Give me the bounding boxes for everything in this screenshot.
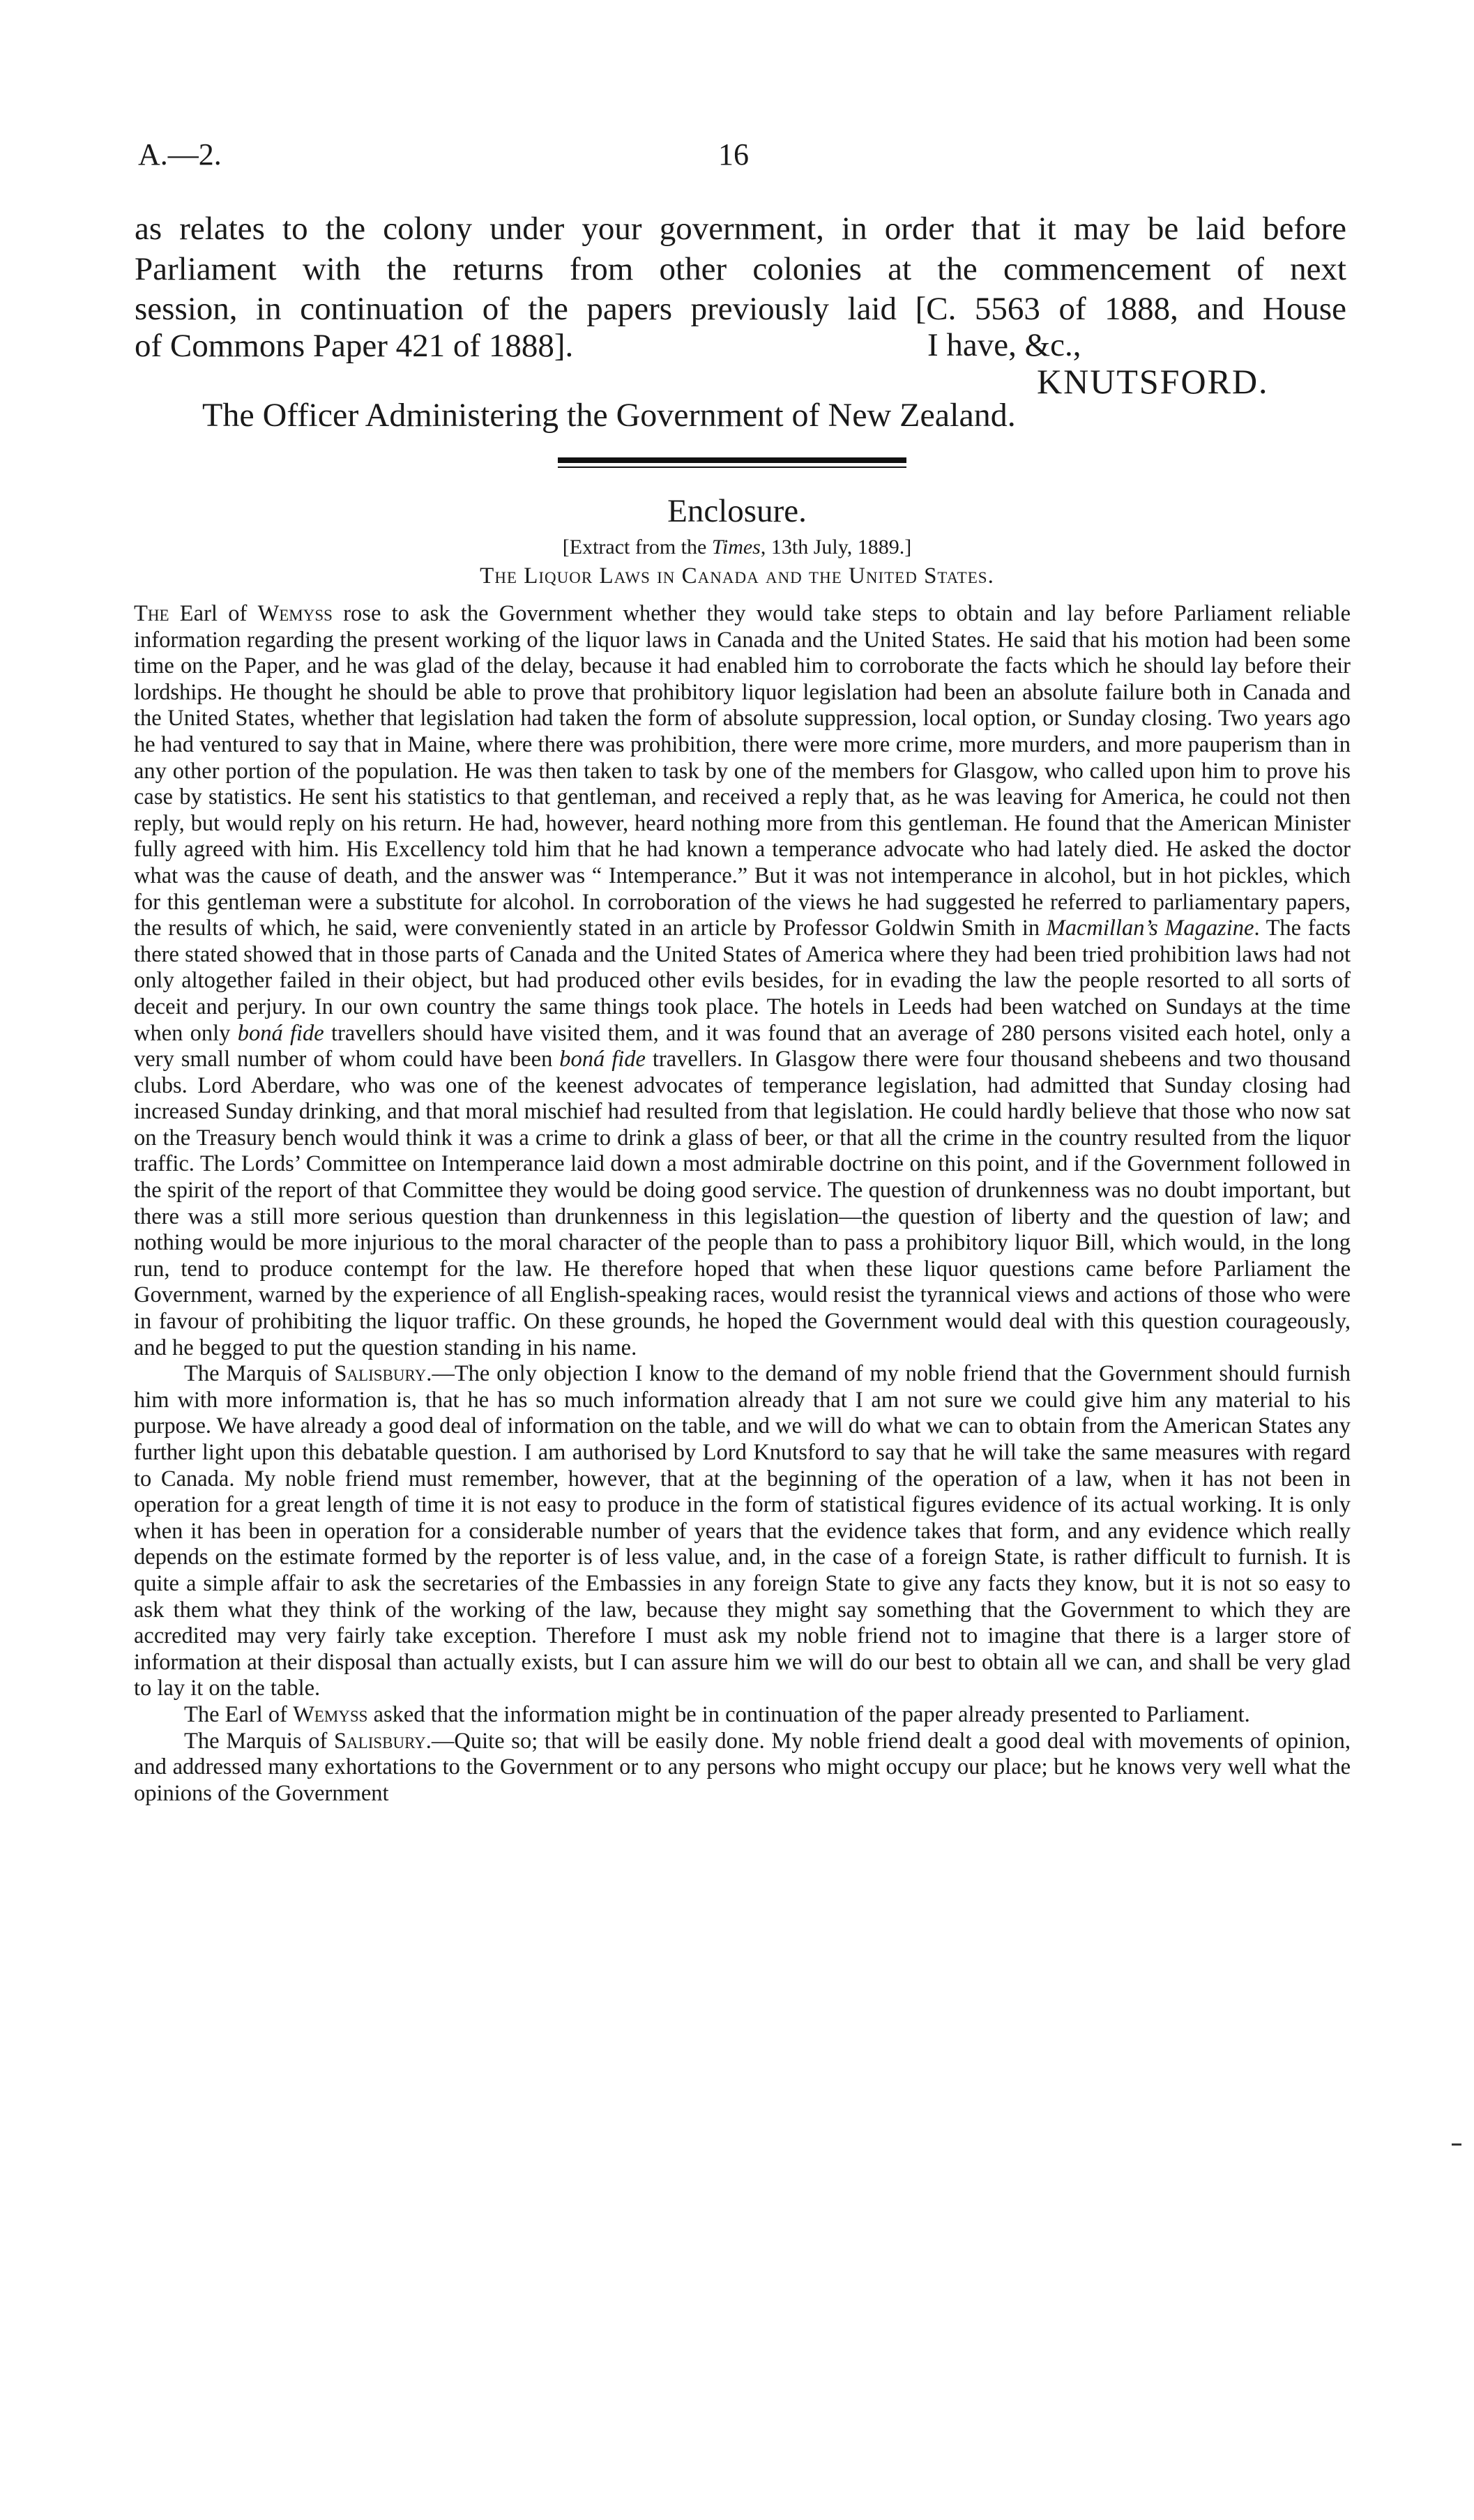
newspaper-name: Times	[711, 536, 761, 559]
speaker-name: Wemyss	[293, 1701, 368, 1727]
signature: KNUTSFORD.	[1037, 362, 1269, 401]
addressee: The Officer Administering the Government of New Zealand.	[202, 397, 1016, 434]
page-number: 16	[718, 137, 749, 172]
section-divider-thin	[558, 466, 906, 468]
paragraph-salisbury-reply: The Marquis of Salisbury.—The only objection I know to the demand of my noble friend that the Government should furnish him with more information is, that he has so much information already that I am not sure we could give him any material to his purpose. We have already a good deal of information on the table, and we will do what we can to obtain from the American States any further light upon this debatable question. I am authorised by Lord Knutsford to say that he will take the same measures with regard to Canada. My noble friend must remember, however, that at the beginning of the operation of a law, when it has not been in operation for a great length of time it is not easy to produce in the form of statistical figures evidence of its actual working. It is only when it has been in operation for a considerable number of years that the evidence takes that form, and any evidence which really depends on the estimate formed by the reporter is of less value, and, in the case of a foreign State, is rather difficult to furnish. It is quite a simple affair to ask the secretaries of the Embassies in any foreign State to give any facts they know, but it is not so easy to ask them what they think of the working of the law, because they might say something that the Government to which they are accredited may very fairly take exception. Therefore I must ask my noble friend not to imagine that there is a larger store of information at their disposal than actually exists, but I can assure him we will do our best to obtain all we can, and shall be very glad to lay it on the table.	[134, 1361, 1351, 1701]
speaker-name: Salisbury	[334, 1361, 427, 1387]
speaker-name: Wemyss	[257, 601, 333, 626]
margin-mark	[1452, 2143, 1461, 2146]
letter-line-4: of Commons Paper 421 of 1888].	[135, 328, 574, 364]
article-body	[134, 601, 1351, 1807]
paragraph-wemyss-motion: The Earl of Wemyss rose to ask the Government whether they would take steps to obtain and lay before Parliament reliable information regarding the present working of the liquor laws in Canada and the United States. He said that his motion had been some time on the Paper, and he was glad of the delay, because it had enabled him to corroborate the facts which he should lay before their lordships. He thought he should be able to prove that prohibitory liquor legislation had been an absolute failure both in Canada and the United States, whether that legislation had taken the form of absolute suppression, local option, or Sunday closing. Two years ago he had ventured to say that in Maine, where there was prohibition, there were more crime, more murders, and more pauperism than in any other portion of the population. He was then taken to task by one of the members for Glasgow, who called upon him to prove his case by statistics. He sent his statistics to that gentleman, and received a reply that, as he was leaving for America, he could not then reply, but would reply on his return. He had, however, heard nothing more from this gentleman. He found that the American Minister fully agreed with him. His Excellency told him that he had known a temperance advocate who had lately died. He asked the doctor what was the cause of death, and the answer was “ Intemperance.” But it was not intemperance in alcohol, but in hot pickles, which for this gentleman were a substitute for alcohol. In corroboration of the views he had suggested he referred to parliamentary papers, the results of which, he said, were conveniently stated in an article by Professor Goldwin Smith in Macmillan’s Magazine. The facts there stated showed that in those parts of Canada and the United States of America where they had been tried prohibition laws had not only altogether failed in their object, but had produced other evils besides, for in evading the law the people resorted to all sorts of deceit and perjury. In our own country the same things took place. The hotels in Leeds had been watched on Sundays at the time when only boná fide travellers should have visited them, and it was found that an average of 280 persons visited each hotel, only a very small number of whom could have been boná fide travellers. In Glasgow there were four thousand shebeens and two thousand clubs. Lord Aberdare, who was one of the keenest advocates of temperance legislation, had admitted that Sunday closing had increased Sunday drinking, and that moral mischief had resulted from that legislation. He could hardly believe that those who now sat on the Treasury bench would think it was a crime to drink a glass of beer, or that all the crime in the country resulted from the liquor traffic. The Lords’ Committee on Intemperance laid down a most admirable doctrine on this point, and if the Government followed in the spirit of the report of that Committee they would be doing good service. The question of drunkenness was no doubt important, but there was a still more serious question than drunkenness in this legislation—the question of liberty and the question of law; and nothing would be more injurious to the moral character of the people than to pass a prohibitory liquor Bill, which would, in the long run, tend to produce contempt for the law. He therefore hoped that when these liquor questions came before Parliament the Government, warned by the experience of all English-speaking races, would resist the tyrannical views and actions of those who were in favour of prohibiting the liquor traffic. On these grounds, he hoped the Government would deal with this question courageously, and he begged to put the question standing in his name.	[134, 601, 1351, 1360]
page-reference: A.—2.	[138, 137, 222, 172]
magazine-title: Macmillan’s Magazine	[1046, 916, 1254, 941]
article-heading: The Liquor Laws in Canada and the United States.	[480, 563, 994, 589]
letter-line-2: Parliament with the returns from other colonies at the commencement of next	[135, 251, 1346, 287]
letter-line-1: as relates to the colony under your government, in order that it may be laid before	[135, 211, 1346, 247]
paragraph-wemyss-request: The Earl of Wemyss asked that the information might be in continuation of the paper already presented to Parliament.	[184, 1701, 1250, 1727]
letter-closing: I have, &c.,	[927, 327, 1081, 363]
section-divider	[558, 457, 906, 463]
enclosure-title: Enclosure.	[667, 493, 807, 529]
extract-source: [Extract from the Times, 13th July, 1889.]	[562, 536, 912, 559]
paragraph-salisbury-second: The Marquis of Salisbury.—Quite so; that will be easily done. My noble friend dealt a good deal with movements of opinion, and addressed many exhortations to the Government or to any persons who might occupy our place; but he knows very well what the opinions of the Government	[134, 1728, 1351, 1806]
speaker-name: Salisbury	[333, 1728, 426, 1754]
letter-line-3: session, in continuation of the papers previously laid [C. 5563 of 1888, and House	[135, 291, 1346, 327]
